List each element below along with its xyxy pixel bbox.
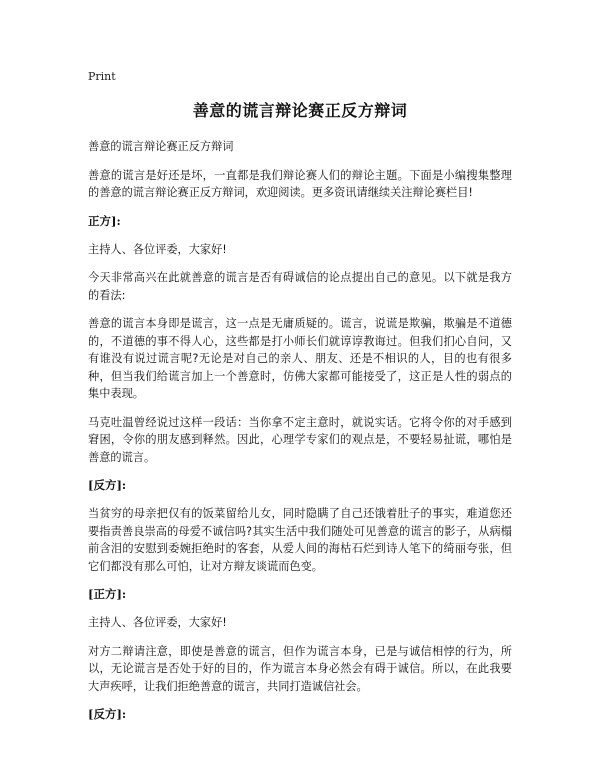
paragraph: 马克吐温曾经说过这样一段话：当你拿不定主意时，就说实话。它将令你的对手感到窘困，令你的朋友感到释然。因此，心理学专家们的观点是，不要轻易扯谎，哪怕是善意的谎言。 xyxy=(88,415,512,464)
paragraph: 主持人、各位评委，大家好! xyxy=(88,616,227,629)
page-title: 善意的谎言辩论赛正反方辩词 xyxy=(192,101,408,120)
speaker-label-negative: [反方]: xyxy=(88,478,127,492)
print-link[interactable]: Print xyxy=(88,70,116,83)
speaker-label-affirmative: [正方]: xyxy=(88,587,127,601)
speaker-label-affirmative: 正方]: xyxy=(88,213,121,228)
paragraph: 对方二辩请注意，即使是善意的谎言，但作为谎言本身，已是与诚信相悖的行为，所以，无论谎言是否处于好的目的，作为谎言本身必然会有碍于诚信。所以，在此我要大声疾呼，让我们拒绝善意的谎言，共同打造诚信社会。 xyxy=(88,644,512,693)
intro-paragraph: 善意的谎言是好还是坏，一直都是我们辩论赛人们的辩论主题。下面是小编搜集整理的善意的谎言辩论赛正反方辩词，欢迎阅读。更多资讯请继续关注辩论赛栏目! xyxy=(88,168,512,199)
paragraph: 善意的谎言本身即是谎言，这一点是无庸质疑的。谎言，说谎是欺骗，欺骗是不道德的，不道德的事不得人心，这些都是打小师长们就谆谆教诲过。但我们扪心自问，又有谁没有说过谎言呢?无论是对自己的亲人、朋友、还是不相识的人，目的也有很多种，但当我们给谎言加上一个善意时，仿佛大家都可能接受了，这正是人性的弱点的集中表现。 xyxy=(88,317,512,400)
speaker-label-negative: [反方]: xyxy=(88,707,127,721)
document-subtitle: 善意的谎言辩论赛正反方辩词 xyxy=(88,140,234,153)
paragraph: 主持人、各位评委，大家好! xyxy=(88,242,227,256)
paragraph: 今天非常高兴在此就善意的谎言是否有碍诚信的论点提出自己的意见。以下就是我方的看法: xyxy=(88,271,512,302)
paragraph: 当贫穷的母亲把仅有的饭菜留给儿女，同时隐瞒了自己还饿着肚子的事实，难道您还要指责善良崇高的母爱不诚信吗?其实生活中我们随处可见善意的谎言的影子，从病榻前含泪的安慰到委婉拒绝时的客套，从爱人间的海枯石烂到诗人笔下的绮丽夸张，但它们都没有那么可怕，让对方辩友谈谎而色变。 xyxy=(88,507,512,573)
